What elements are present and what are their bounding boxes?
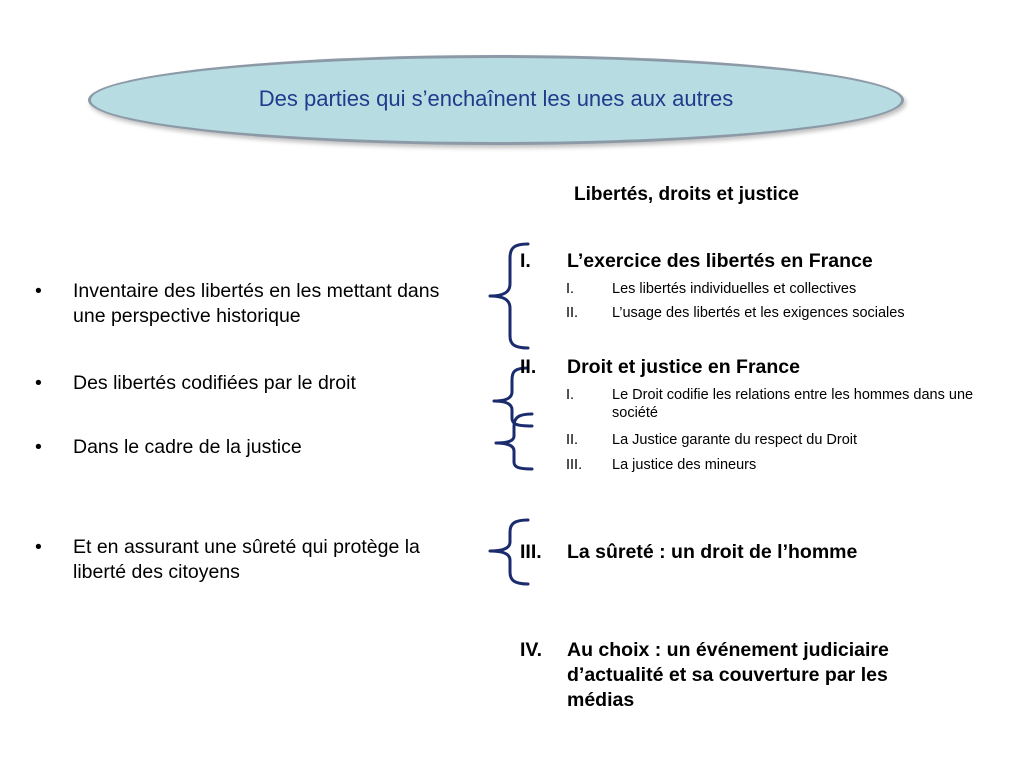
bullet-marker: • — [35, 436, 42, 458]
bullet-text: Dans le cadre de la justice — [73, 436, 302, 458]
bullet-marker: • — [35, 536, 42, 558]
section-heading — [520, 355, 980, 380]
section-number: II. — [520, 356, 537, 378]
subsection-number: II. — [566, 305, 579, 321]
bullet-item — [32, 279, 472, 329]
subsection-label: L’usage des libertés et les exigences sociales — [612, 305, 905, 321]
brace-2b — [496, 414, 532, 469]
subsection-item — [566, 304, 976, 322]
section-label: L’exercice des libertés en France — [567, 250, 873, 272]
bullet-item — [32, 435, 472, 460]
bullet-text: Des libertés codifiées par le droit — [73, 372, 356, 394]
title-banner — [88, 55, 904, 145]
subsection-label: La justice des mineurs — [612, 457, 757, 473]
section-label: La sûreté : un droit de l’homme — [567, 541, 858, 563]
bullet-marker: • — [35, 372, 42, 394]
section-label: Droit et justice en France — [567, 356, 800, 378]
subsection-number: I. — [566, 281, 575, 297]
subsection-item — [566, 456, 976, 474]
subsection-label: La Justice garante du respect du Droit — [612, 432, 858, 448]
subsection-number: I. — [566, 387, 575, 403]
bullet-text: Inventaire des libertés en les mettant dans une perspective historique — [73, 280, 440, 327]
section-number: III. — [520, 541, 542, 563]
subsection-number: II. — [566, 432, 579, 448]
section-number: IV. — [520, 639, 543, 661]
slide-title: Des parties qui s’enchaînent les unes aux autres — [258, 86, 734, 111]
subsection-number: III. — [566, 457, 583, 473]
subsection-item — [566, 386, 976, 422]
section-heading — [520, 638, 960, 713]
bullet-item — [32, 535, 472, 585]
subsection-label: Le Droit codifie les relations entre les hommes dans une société — [612, 387, 974, 421]
section-label: Au choix : un événement judiciaire d’actualité et sa couverture par les médias — [567, 639, 889, 711]
subsection-item — [566, 280, 976, 298]
subsection-label: Les libertés individuelles et collectives — [612, 281, 857, 297]
subsection-item — [566, 431, 976, 449]
section-heading — [520, 540, 980, 565]
bullet-marker: • — [35, 280, 42, 302]
section-heading — [520, 249, 980, 274]
outline-title: Libertés, droits et justice — [574, 184, 799, 205]
bullet-text: Et en assurant une sûreté qui protège la liberté des citoyens — [73, 536, 420, 583]
bullet-item — [32, 371, 472, 396]
section-number: I. — [520, 250, 531, 272]
